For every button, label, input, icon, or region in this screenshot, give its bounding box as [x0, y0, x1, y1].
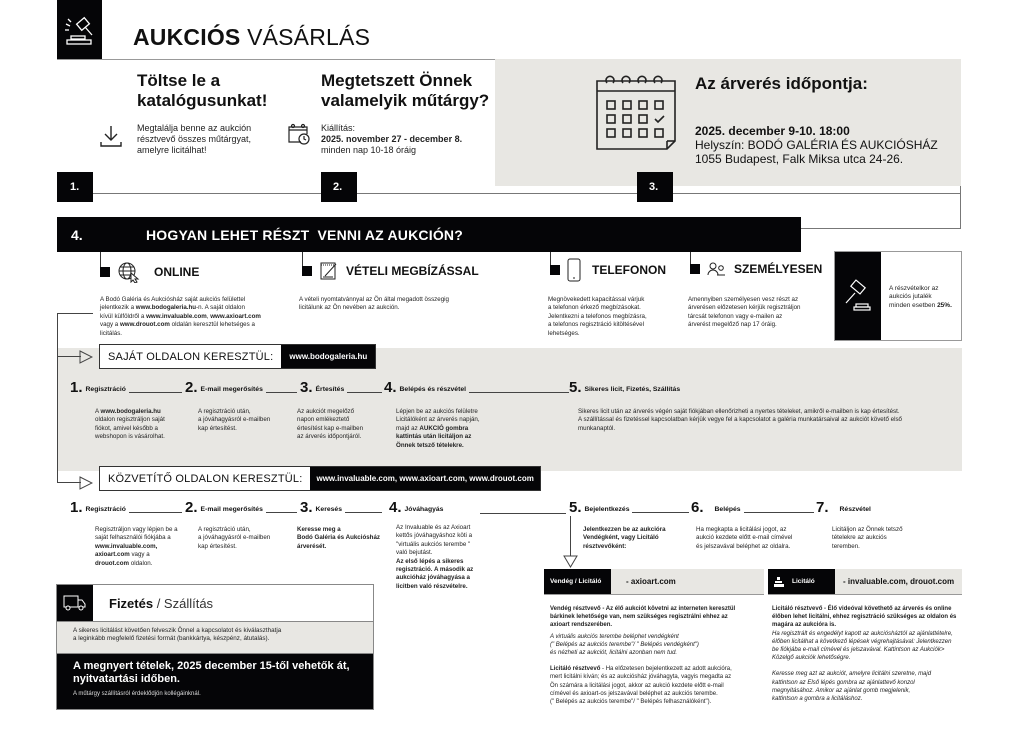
broker-site-label: KÖZVETÍTŐ OLDALON KERESZTÜL: www.invaluable.com, www.axioart.com, www.drouot.com: [99, 466, 541, 491]
online-text: A Bodó Galéria és Aukciósház saját aukciós felülettel jelentkezik a www.bodogaleria.hu-n. A saját oldalon kívül külföldről a www.invaluable.com, www.axioart.com vagy a www.drouot.com oldalán keresztül lehetséges a licitálás.: [100, 296, 261, 337]
bracket: [57, 313, 58, 483]
step-line: [480, 513, 566, 514]
own-step-3: 3. Értesítés: [300, 380, 382, 395]
invaluable-site[interactable]: - invaluable.com, drouot.com: [843, 577, 955, 586]
gavel-icon: [57, 0, 102, 60]
truck-icon: [63, 595, 87, 611]
bracket: [57, 313, 93, 314]
step1-text: Megtalálja benne az aukción résztvevő összes műtárgyat, amelyre licitálhat!: [137, 123, 252, 155]
method-phone: TELEFONON: [550, 258, 666, 282]
logo-box: [57, 0, 102, 60]
page-title: [133, 24, 370, 51]
arrow-right-icon: [79, 476, 93, 490]
calendar-icon: [593, 75, 681, 153]
header-divider: [57, 59, 497, 60]
broker-step-2: 2. E-mail megerősítés: [185, 500, 297, 515]
payment-box: [56, 584, 374, 710]
arrow-line: [570, 516, 571, 556]
arrow-down-icon: [563, 555, 578, 568]
own-step-1: 1. Regisztráció: [70, 380, 182, 395]
gavel-icon: [842, 279, 874, 313]
broker-step-5: 5. Bejelentkezés: [569, 500, 689, 515]
divider: [768, 594, 962, 595]
download-icon: [99, 124, 123, 148]
own-step-4: 4. Belépés és részvétel: [384, 380, 569, 395]
bracket: [57, 356, 81, 357]
bullet-square: [100, 267, 110, 277]
pickup-info: A megnyert tételek, 2025 december 15-től vehetők át, nyitvatartási időben. A műtárgy szállításról érdeklődjön kollégáinknál.: [57, 654, 373, 709]
guest-bidder-tag: Vendég / Licitáló: [544, 569, 611, 594]
step1-number: 1.: [57, 172, 93, 202]
bullet-square: [302, 266, 312, 276]
broker-step-1: 1. Regisztráció: [70, 500, 182, 515]
step3-title: Az árverés időpontja:: [695, 74, 868, 93]
title-rest: VÁSÁRLÁS: [247, 24, 371, 50]
steps-line-right: [960, 186, 961, 228]
fee-box: [834, 251, 962, 341]
step2-title: Megtetszett Önnek valamelyik műtárgy?: [321, 71, 490, 110]
broker-desc-4: Az Invaluable és az Axioart kettős jóváhagyáshoz köti a "virtuális aukciós terembe " való bejutást. Az első lépés a sikeres regisztráció. A második az aukcióház jóváhagyása a licitben való részvételre.: [396, 524, 474, 590]
people-icon: [707, 261, 727, 277]
truck-icon-box: [57, 585, 93, 621]
bracket: [57, 482, 81, 483]
broker-desc-5: Jelentkezzen be az aukcióra Vendégként, vagy Licitáló résztvevőként:: [583, 526, 666, 550]
payment-text: A sikeres licitálást követően felveszik Önnel a kapcsolatot és kiválaszthatja a leginkább megfelelő fizetési formát (bankkártya, készpénz, átutalás).: [57, 622, 373, 654]
step3-text: 2025. december 9-10. 18:00 Helyszín: BODÓ GALÉRIA ÉS AUKCIÓSHÁZ 1055 Budapest, Falk Miksa utca 24-26.: [695, 124, 938, 166]
divider: [544, 594, 764, 595]
invaluable-tag: [768, 569, 962, 594]
step4-title: HOGYAN LEHET RÉSZT VENNI AZ AUKCIÓN?: [146, 226, 463, 243]
method-mandate: VÉTELI MEGBÍZÁSSAL: [302, 261, 479, 281]
broker-desc-2: A regisztráció után, a jóváhagyásról e-mailben kap értesítést.: [198, 526, 271, 550]
broker-step-4: 4. Jóváhagyás: [389, 499, 444, 516]
axioart-site[interactable]: - axioart.com: [626, 577, 676, 586]
document-pen-icon: [319, 261, 339, 281]
arrow-right-icon: [79, 350, 93, 364]
step1-title: Töltse le a katalógusunkat!: [137, 71, 268, 110]
broker-desc-7: Licitáljon az Önnek tetsző tételekre az aukciós teremben.: [832, 526, 903, 550]
axioart-tag: [544, 569, 764, 594]
broker-step-6: 6. Belépés: [691, 500, 814, 515]
broker-desc-6: Ha megkapta a licitálási jogot, az aukció kezdete előtt e-mail címével és jelszavával beléphet az oldalra.: [696, 526, 793, 550]
own-desc-3: Az aukciót megelőző napon emlékeztető értesítést kap e-mailben az árverés időpontjáról.: [297, 408, 364, 441]
axioart-details: Vendég résztvevő - Az élő aukciót követni az interneten keresztül bárkinek lehetősége van, nem szükséges regisztrálni ehhez az axioart rendszerében. A virtuális aukciós terembe beléphet vendégként (" Belépés az aukciós terembe"/ " Belépés vendégként") és nézheti az aukciót, licitálni azonban nem tud. Licitáló résztvevő - Ha előzetesen bejelentkezett az adott aukcióra, mert licitálni kíván; és az aukciósház jóváhagyta, vagyis megadta az Ön számára a licitálási jogot, akkor az aukció kezdete előtt e-mail címével és axioart-os jelszavával beléphet az aukciós terembe. (" Belépés az aukciós terembe"/ " Belépés felhasználóként").: [550, 606, 736, 706]
fee-icon-box: [835, 252, 881, 340]
title-bold: AUKCIÓS: [133, 24, 241, 50]
steps-line-bottom: [800, 228, 961, 229]
own-desc-1: A www.bodogaleria.hu oldalon regisztráljon saját fiókot, amivel később a webshopon is vásárolhat.: [95, 408, 165, 441]
own-site-label: SAJÁT OLDALON KERESZTÜL: www.bodogaleria.hu: [99, 344, 376, 369]
step3-number: 3.: [637, 172, 673, 202]
steps-line: [57, 193, 961, 194]
invaluable-details: Licitáló résztvevő - Élő videóval követhető az árverés és online élőben lehet licitálni, ehhez regisztráció szükséges az oldalon és magára az aukcióra is. Ha regisztrált és engedélyt kapott az aukciósháztól az ajánlattételre, élőben licitálhat a következő lépések végrehajtásával: Jelentkezzen be fiókjába e-mail címével és jelszavával. Kattintson az Aukciók> Közelgő aukciók lehetőségre. Keresse meg azt az aukciót, amelyre licitálni szeretne, majd kattintson az Első lépés gombra az ajánlattevő konzol megnyitásához. Amikor az ajánlat gomb megjelenik, kattintson a gombra a licitáláshoz.: [772, 606, 957, 703]
bullet-square: [550, 265, 560, 275]
step2-number: 2.: [321, 172, 357, 202]
step2-text: Kiállítás: 2025. november 27 - december 8. minden nap 10-18 óráig: [321, 123, 463, 155]
own-step-5: 5. Sikeres licit, Fizetés, Szállítás: [569, 379, 681, 396]
bidder-tag: Licitáló: [768, 569, 835, 594]
own-step-2: 2. E-mail megerősítés: [185, 380, 297, 395]
broker-step-7: 7. Részvétel: [816, 499, 871, 516]
broker-desc-3: Keresse meg a Bodó Galéria és Aukciósház árverését.: [297, 526, 380, 550]
own-desc-5: Sikeres licit után az árverés végén saját fiókjában ellenőrizheti a nyertes tételeket, amikről e-mailben is kap értesítést. A szállítással és fizetéssel kapcsolatban kérjük vegye fel a kapcsolatot a galéria munkatársaival az aukciót követő első munkanaptól.: [578, 408, 902, 432]
globe-cursor-icon: [117, 261, 143, 283]
phone-icon: [567, 258, 581, 282]
mandate-text: A vételi nyomtatvánnyal az Ön által megadott összegig licitálunk az Ön nevében az aukción.: [299, 296, 449, 312]
broker-desc-1: Regisztráljon vagy lépjen be a saját felhasználói fiókjába a www.invaluable.com, axioart.com vagy a drouot.com oldalon.: [95, 526, 178, 567]
fee-text: A részvételkor az aukciós jutalék minden esetben 25%.: [889, 285, 952, 309]
broker-step-3: 3. Keresés: [300, 500, 382, 515]
own-desc-2: A regisztráció után, a jóváhagyásról e-mailben kap értesítést.: [198, 408, 271, 432]
method-online: ONLINE: [100, 261, 199, 283]
bullet-square: [690, 264, 700, 274]
step4-bar: [57, 217, 801, 252]
personal-text: Amennyiben személyesen vesz részt az árverésen előzetesen kérjük regisztráljon tárcsát telefonon vagy e-mailen az árverést megelőző nap 17 óráig.: [688, 296, 801, 329]
payment-header: [57, 585, 373, 622]
calendar-clock-icon: [287, 122, 311, 146]
own-site-url[interactable]: www.bodogaleria.hu: [281, 345, 375, 368]
step4-number: 4.: [71, 226, 83, 243]
own-desc-4: Lépjen be az aukciós felületre Licitálóként az árverés napján, majd az AUKCIÓ gombra kattintás után licitáljon az Önnek tetsző tételekre.: [396, 408, 480, 449]
bidder-icon: [774, 577, 784, 587]
phone-text: Megnövekedett kapacitással várjuk a telefonon érkező megbízásokat. Jelentkezni a telefonos megbízásra, a telefonos regisztráció kitöltésével lehetséges.: [548, 296, 647, 337]
broker-site-urls[interactable]: www.invaluable.com, www.axioart.com, www.drouot.com: [310, 467, 539, 490]
payment-title: Fizetés / Szállítás: [109, 595, 214, 611]
method-personal: SZEMÉLYESEN: [690, 261, 822, 277]
